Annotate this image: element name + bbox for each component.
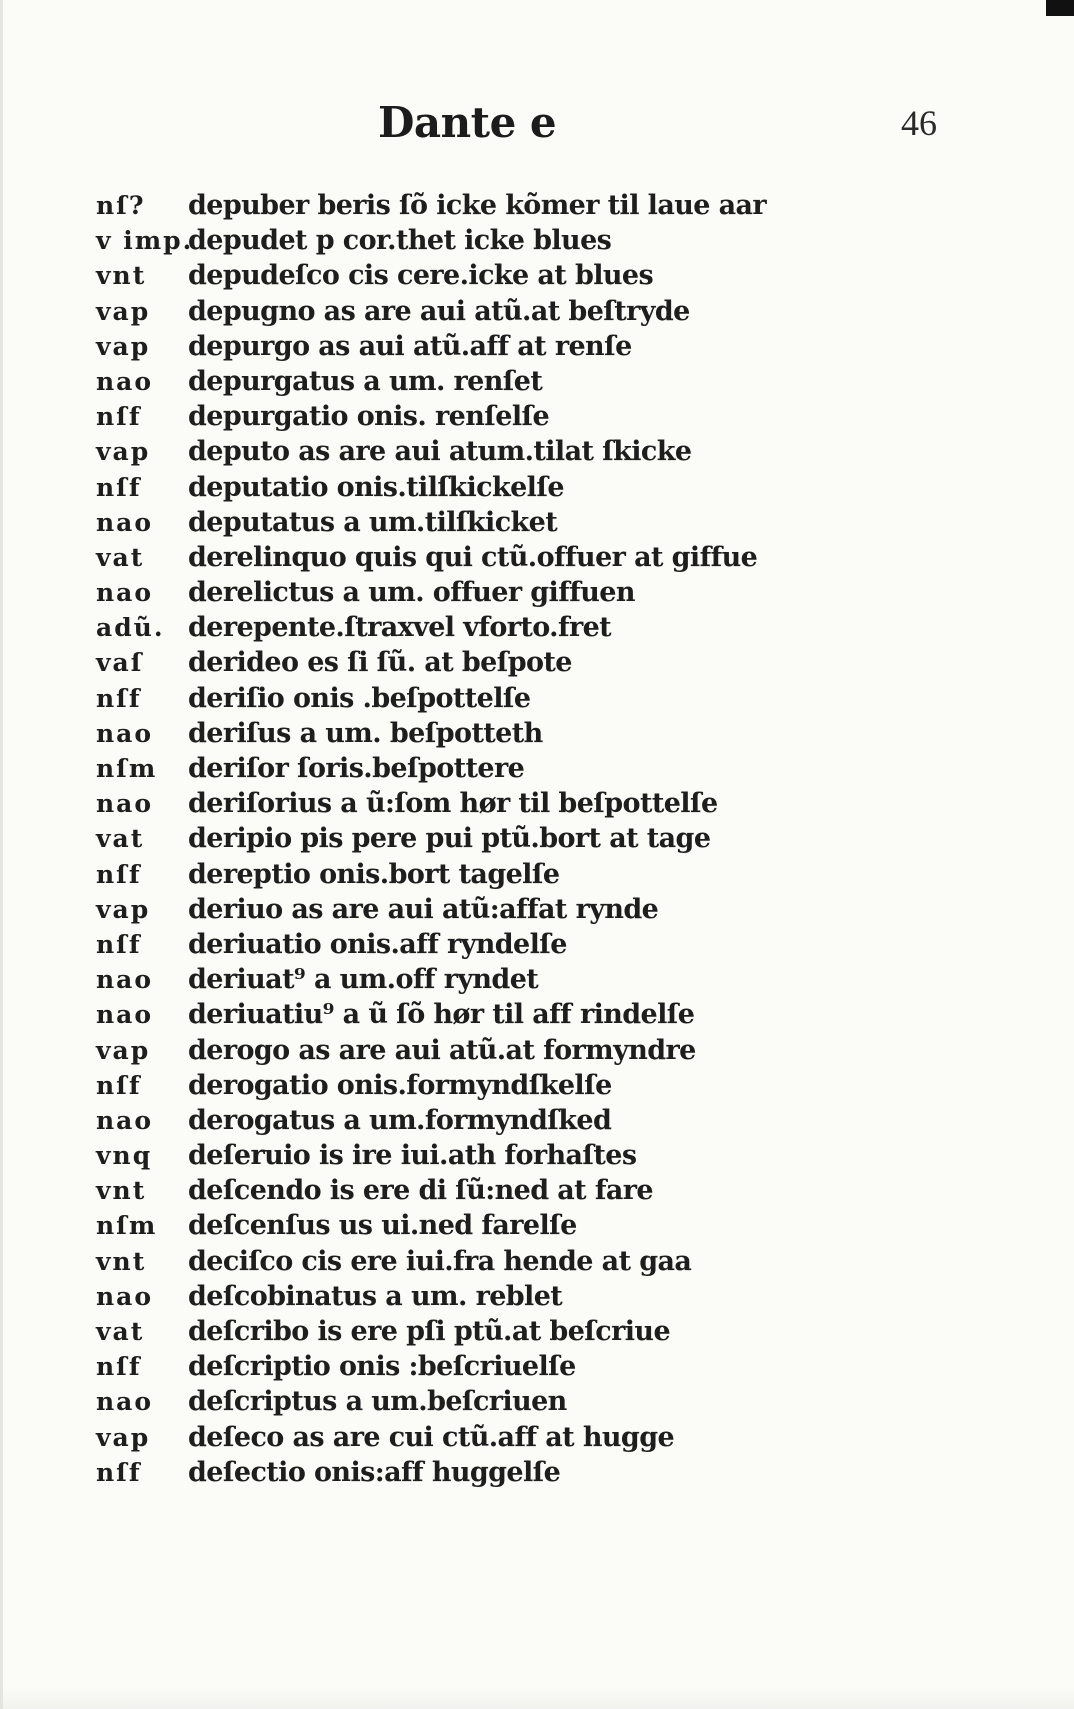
- dictionary-entry: [96, 610, 766, 645]
- entry-grammar-code: nſf: [96, 402, 142, 432]
- dictionary-entry: [96, 575, 766, 610]
- entry-grammar-code: nſm: [96, 754, 158, 783]
- dictionary-entry: [96, 294, 766, 329]
- entry-text: derepente.ſtraxvel vforto.fret: [188, 612, 612, 644]
- entry-grammar-code: nſf: [96, 472, 142, 502]
- entry-text: derogatus a um.formyndſked: [188, 1104, 612, 1136]
- entry-text: deſeruio is ire iui.ath forhaſtes: [188, 1140, 637, 1172]
- entry-grammar-code: v imp.: [96, 226, 194, 256]
- dictionary-entry: [96, 399, 766, 434]
- entry-grammar-code: nſf: [96, 859, 142, 889]
- entry-grammar-code: nao: [96, 366, 154, 396]
- entry-grammar-code: nao: [96, 1387, 154, 1417]
- entry-grammar-code: nſf: [96, 1070, 142, 1100]
- entry-grammar-code: vnt: [96, 261, 147, 291]
- entry-grammar-code: vnt: [96, 1246, 147, 1276]
- entry-grammar-code: nſf: [96, 929, 142, 959]
- dictionary-entry: [96, 1244, 766, 1279]
- dictionary-entry: [96, 1208, 766, 1243]
- entry-grammar-code: nao: [96, 1105, 154, 1135]
- entry-text: depurgo as aui atũ.aff at renſe: [188, 330, 632, 362]
- entry-grammar-code: vap: [96, 1035, 151, 1065]
- entry-grammar-code: vnq: [96, 1141, 153, 1171]
- entry-text: deriuo as are aui atũ:affat rynde: [188, 893, 659, 925]
- dictionary-entry: [96, 1314, 766, 1349]
- entry-text: deriſorius a ũ:ſom hør til beſpottelſe: [188, 788, 718, 820]
- dictionary-entry: [96, 1138, 766, 1173]
- dictionary-entry: [96, 1068, 766, 1103]
- entry-text: deciſco cis ere iui.fra hende at gaa: [188, 1245, 692, 1277]
- dictionary-entry: [96, 857, 766, 892]
- entry-text: deſcendo is ere di ſũ:ned at fare: [188, 1175, 653, 1207]
- running-head: Dante e: [378, 98, 557, 147]
- entry-grammar-code: vap: [96, 331, 151, 361]
- dictionary-entry: [96, 997, 766, 1032]
- entry-text: deripio pis pere pui ptũ.bort at tage: [188, 823, 711, 855]
- dictionary-entry: [96, 1384, 766, 1419]
- dictionary-entry: [96, 188, 766, 223]
- entry-text: deriſio onis .beſpottelſe: [188, 682, 531, 714]
- dictionary-entry: [96, 751, 766, 786]
- entry-grammar-code: vat: [96, 1317, 145, 1346]
- entry-grammar-code: nao: [96, 789, 154, 819]
- entry-text: depugno as are aui atũ.at beſtryde: [188, 295, 690, 327]
- dictionary-entry: [96, 540, 766, 575]
- entry-grammar-code: nao: [96, 578, 154, 608]
- entry-grammar-code: vap: [96, 296, 151, 326]
- entry-text: derelinquo quis qui ctũ.offuer at giffue: [188, 541, 758, 573]
- entry-grammar-code: vnt: [96, 1176, 147, 1206]
- entry-grammar-code: vap: [96, 1422, 151, 1452]
- entry-text: deſeco as are cui ctũ.aff at hugge: [188, 1421, 675, 1453]
- dictionary-entry: [96, 716, 766, 751]
- entry-grammar-code: vat: [96, 542, 145, 572]
- dictionary-entry: [96, 821, 766, 856]
- entry-text: deſcobinatus a um. reblet: [188, 1280, 563, 1312]
- dictionary-entry: [96, 1103, 766, 1138]
- entry-text: deſcribo is ere pſi ptũ.at beſcriue: [188, 1316, 671, 1347]
- entry-text: deſcriptus a um.beſcriuen: [188, 1386, 567, 1418]
- scan-edge-mark: [1046, 0, 1074, 16]
- dictionary-entry: [96, 470, 766, 505]
- entry-grammar-code: nſf: [96, 683, 142, 713]
- entry-text: dereptio onis.bort tagelſe: [188, 858, 560, 890]
- dictionary-entry: [96, 1420, 766, 1455]
- entry-text: deſcenſus us ui.ned farelſe: [188, 1210, 577, 1242]
- dictionary-entry: [96, 505, 766, 540]
- entry-text: derogo as are aui atũ.at formyndre: [188, 1034, 696, 1066]
- entry-grammar-code: vat: [96, 824, 145, 854]
- entry-text: deriſor ſoris.beſpottere: [188, 753, 525, 784]
- entry-text: deputo as are aui atum.tilat ſkicke: [188, 436, 692, 468]
- entry-text: deriuat⁹ a um.off ryndet: [188, 964, 539, 996]
- dictionary-entry: [96, 892, 766, 927]
- dictionary-entry: [96, 434, 766, 469]
- entry-grammar-code: adũ.: [96, 613, 165, 643]
- entry-text: deputatio onis.tilſkickelſe: [188, 471, 564, 503]
- dictionary-entry: [96, 1279, 766, 1314]
- dictionary-entry-list: [96, 188, 766, 1490]
- entry-text: depurgatio onis. renſelſe: [188, 401, 550, 433]
- dictionary-entry: [96, 681, 766, 716]
- entry-text: depudet p cor.thet icke blues: [188, 225, 612, 257]
- dictionary-entry: [96, 223, 766, 258]
- entry-text: depuber beris ſõ icke kõmer til laue aar: [188, 190, 767, 221]
- entry-text: deriſus a um. beſpotteth: [188, 717, 543, 749]
- entry-grammar-code: nſ?: [96, 191, 146, 220]
- entry-text: derogatio onis.formyndſkelſe: [188, 1069, 612, 1101]
- entry-text: deputatus a um.tilſkicket: [188, 506, 558, 538]
- dictionary-entry: [96, 1455, 766, 1490]
- entry-text: derideo es ſi ſũ. at beſpote: [188, 647, 572, 679]
- dictionary-entry: [96, 1033, 766, 1068]
- dictionary-entry: [96, 962, 766, 997]
- dictionary-entry: [96, 364, 766, 399]
- dictionary-entry: [96, 329, 766, 364]
- entry-text: derelictus a um. offuer giffuen: [188, 577, 635, 609]
- dictionary-entry: [96, 786, 766, 821]
- dictionary-entry: [96, 1173, 766, 1208]
- entry-text: depurgatus a um. renſet: [188, 365, 543, 397]
- dictionary-entry: [96, 258, 766, 293]
- entry-grammar-code: nſm: [96, 1211, 158, 1241]
- dictionary-entry: [96, 927, 766, 962]
- page-bottom-shadow: [3, 1687, 1074, 1709]
- dictionary-entry: [96, 645, 766, 680]
- entry-grammar-code: vap: [96, 437, 151, 467]
- entry-grammar-code: nao: [96, 718, 154, 748]
- entry-text: deſcriptio onis :beſcriuelſe: [188, 1351, 576, 1383]
- entry-text: depudeſco cis cere.icke at blues: [188, 260, 654, 292]
- page-number: 46: [901, 103, 937, 143]
- entry-text: deſectio onis:aff huggelſe: [188, 1456, 561, 1488]
- entry-grammar-code: nao: [96, 1000, 154, 1030]
- entry-grammar-code: vap: [96, 894, 151, 924]
- entry-grammar-code: nſf: [96, 1352, 142, 1382]
- entry-text: deriuatio onis.aff ryndelſe: [188, 928, 567, 960]
- dictionary-entry: [96, 1349, 766, 1384]
- entry-text: deriuatiu⁹ a ũ ſõ hør til aff rindelſe: [188, 999, 695, 1031]
- entry-grammar-code: nao: [96, 965, 154, 995]
- entry-grammar-code: vaſ: [96, 648, 144, 678]
- entry-grammar-code: nao: [96, 507, 154, 537]
- entry-grammar-code: nſf: [96, 1457, 142, 1487]
- entry-grammar-code: nao: [96, 1281, 154, 1311]
